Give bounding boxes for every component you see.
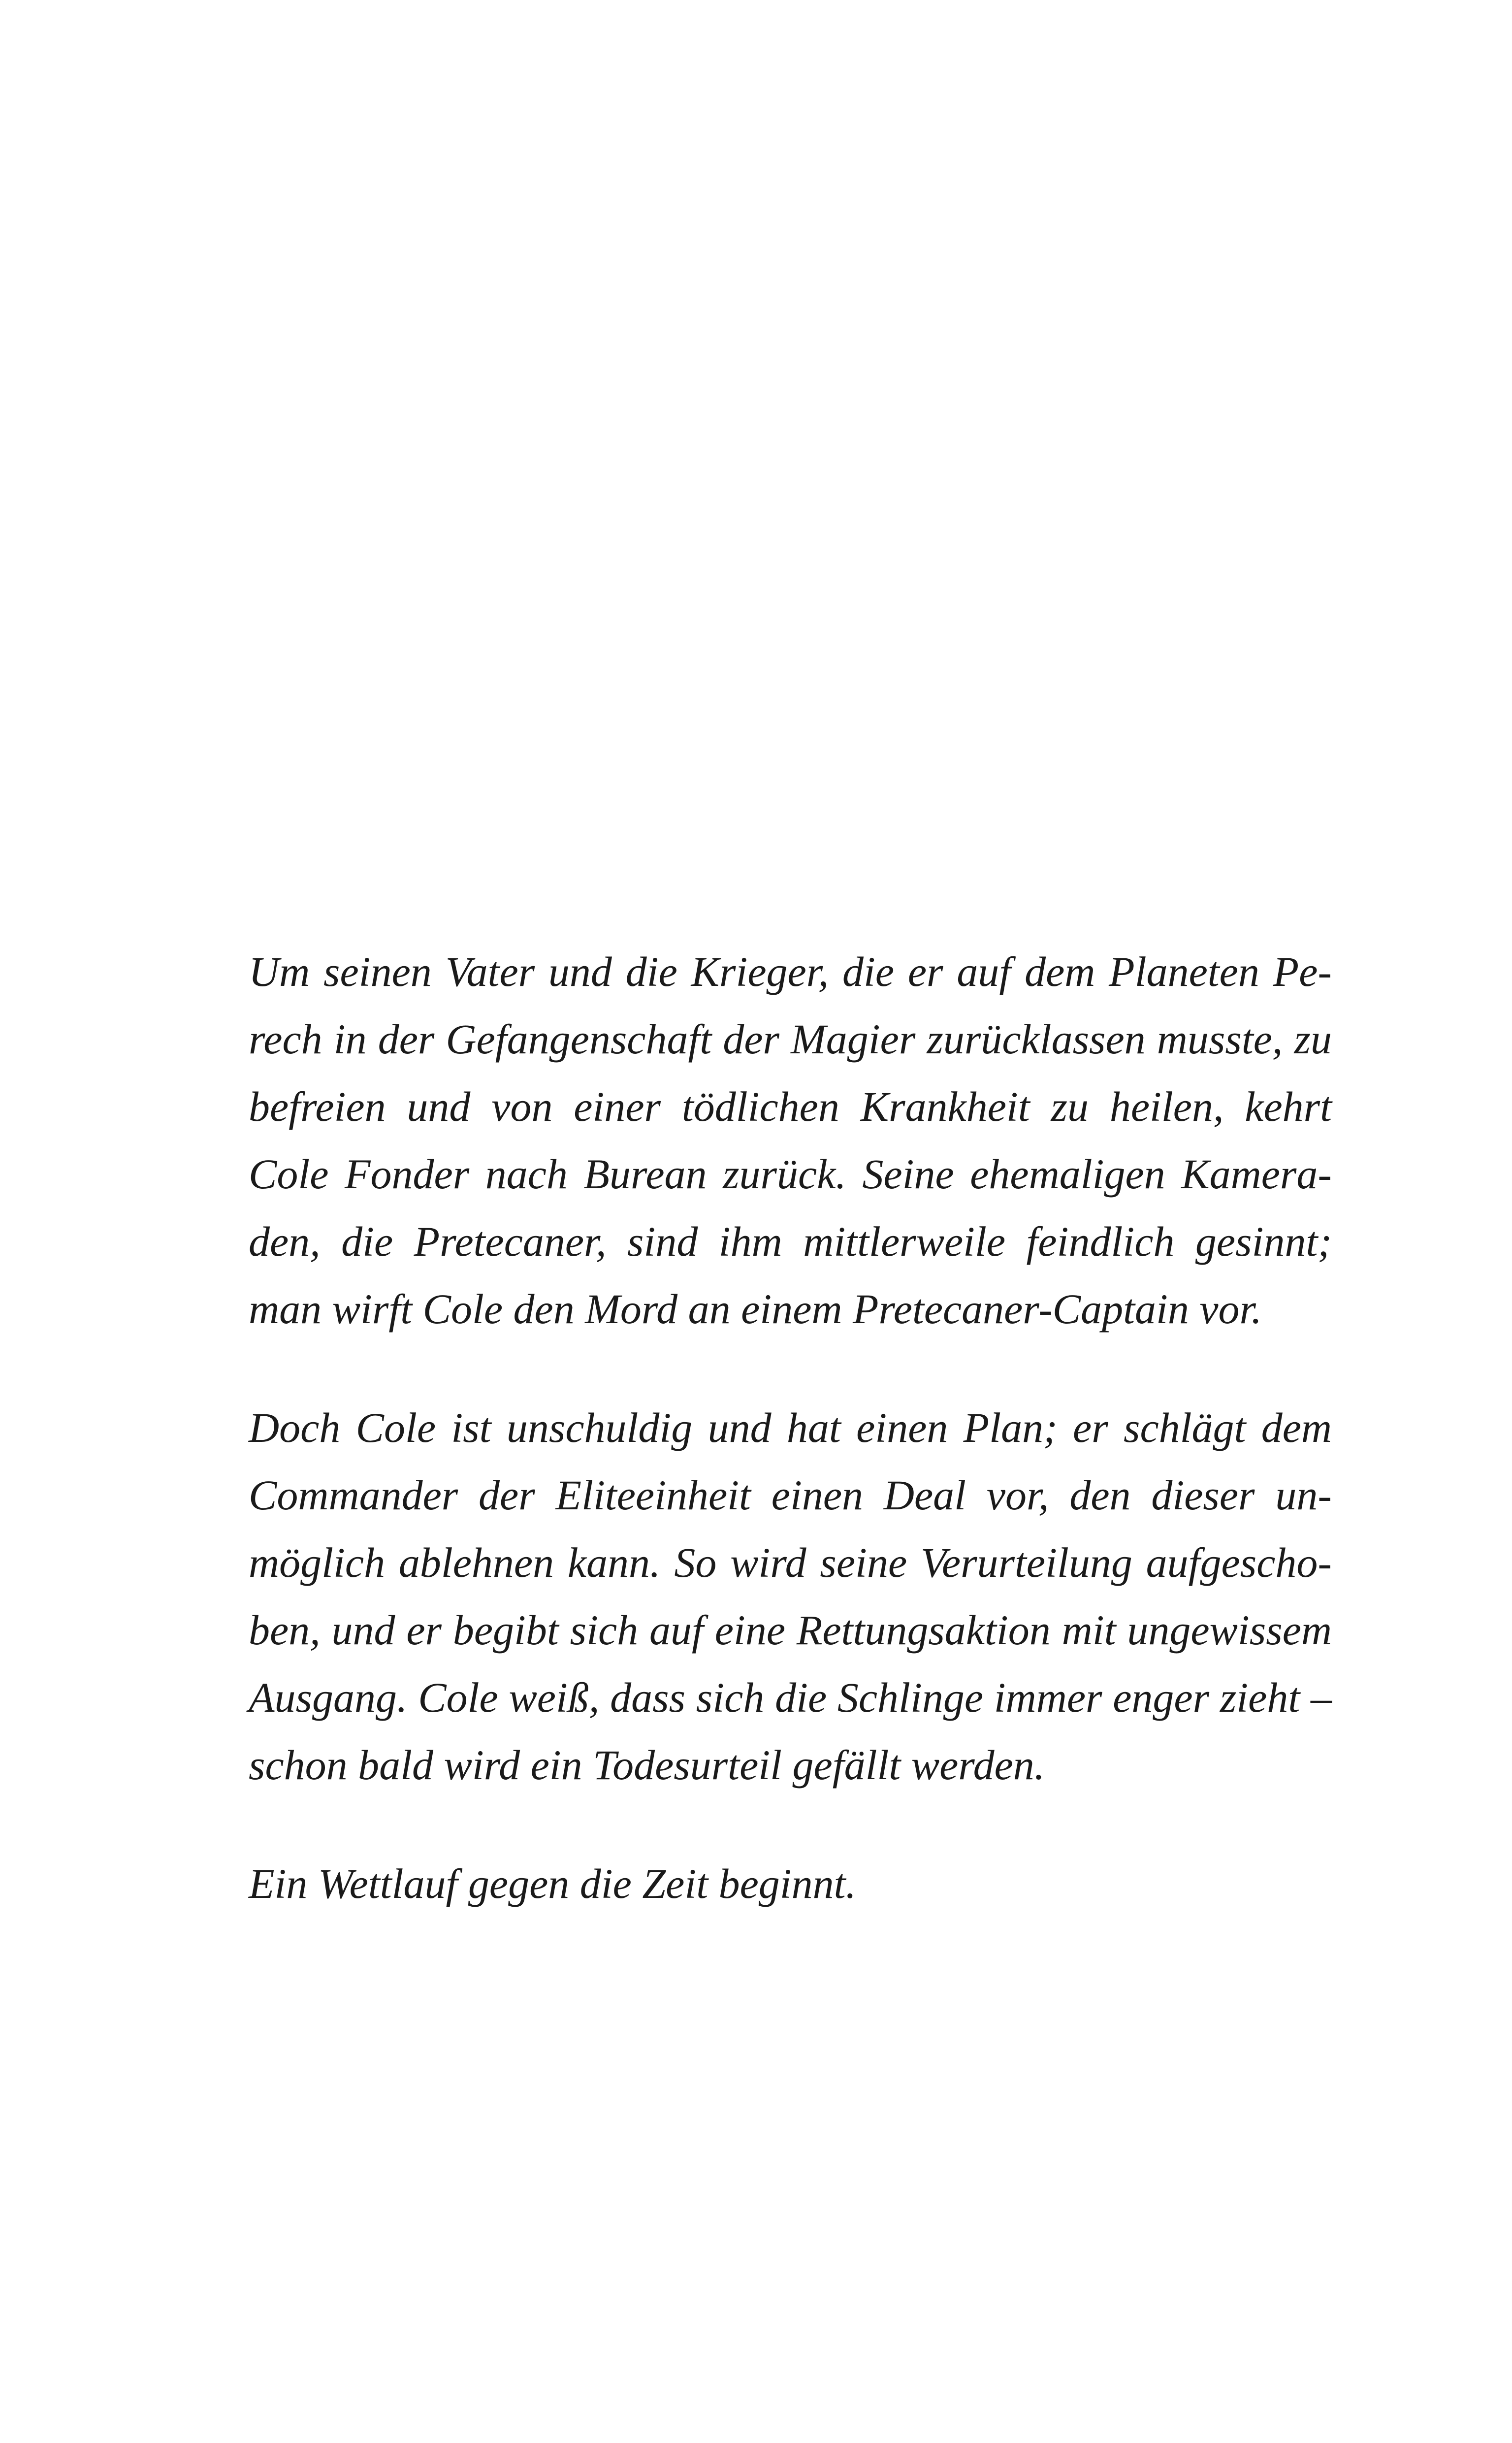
text-line: rech in der Gefangenschaft der Magier zurücklassen musste, zu (249, 1015, 1332, 1063)
blurb-text (249, 938, 1332, 1969)
text-line: ben, und er begibt sich auf eine Rettungsaktion mit ungewissem (249, 1606, 1332, 1654)
text-line: möglich ablehnen kann. So wird seine Verurteilung aufgescho- (249, 1539, 1332, 1586)
text-line: man wirft Cole den Mord an einem Pretecaner-Captain vor. (249, 1285, 1262, 1333)
text-line: Ausgang. Cole weiß, dass sich die Schlinge immer enger zieht – (249, 1674, 1332, 1721)
paragraph-2 (249, 1394, 1332, 1799)
text-line: befreien und von einer tödlichen Krankheit zu heilen, kehrt (249, 1083, 1332, 1130)
text-line: schon bald wird ein Todesurteil gefällt werden. (249, 1741, 1045, 1789)
text-line: Ein Wettlauf gegen die Zeit beginnt. (249, 1860, 857, 1907)
text-line: Cole Fonder nach Burean zurück. Seine ehemaligen Kamera- (249, 1150, 1332, 1198)
text-line: Commander der Eliteeinheit einen Deal vor, den dieser un- (249, 1471, 1332, 1519)
paragraph-3 (249, 1850, 1332, 1918)
text-line: den, die Pretecaner, sind ihm mittlerweile feindlich gesinnt; (249, 1218, 1332, 1265)
text-line: Um seinen Vater und die Krieger, die er auf dem Planeten Pe- (249, 948, 1332, 995)
text-line: Doch Cole ist unschuldig und hat einen Plan; er schlägt dem (249, 1404, 1332, 1451)
paragraph-1 (249, 938, 1332, 1343)
